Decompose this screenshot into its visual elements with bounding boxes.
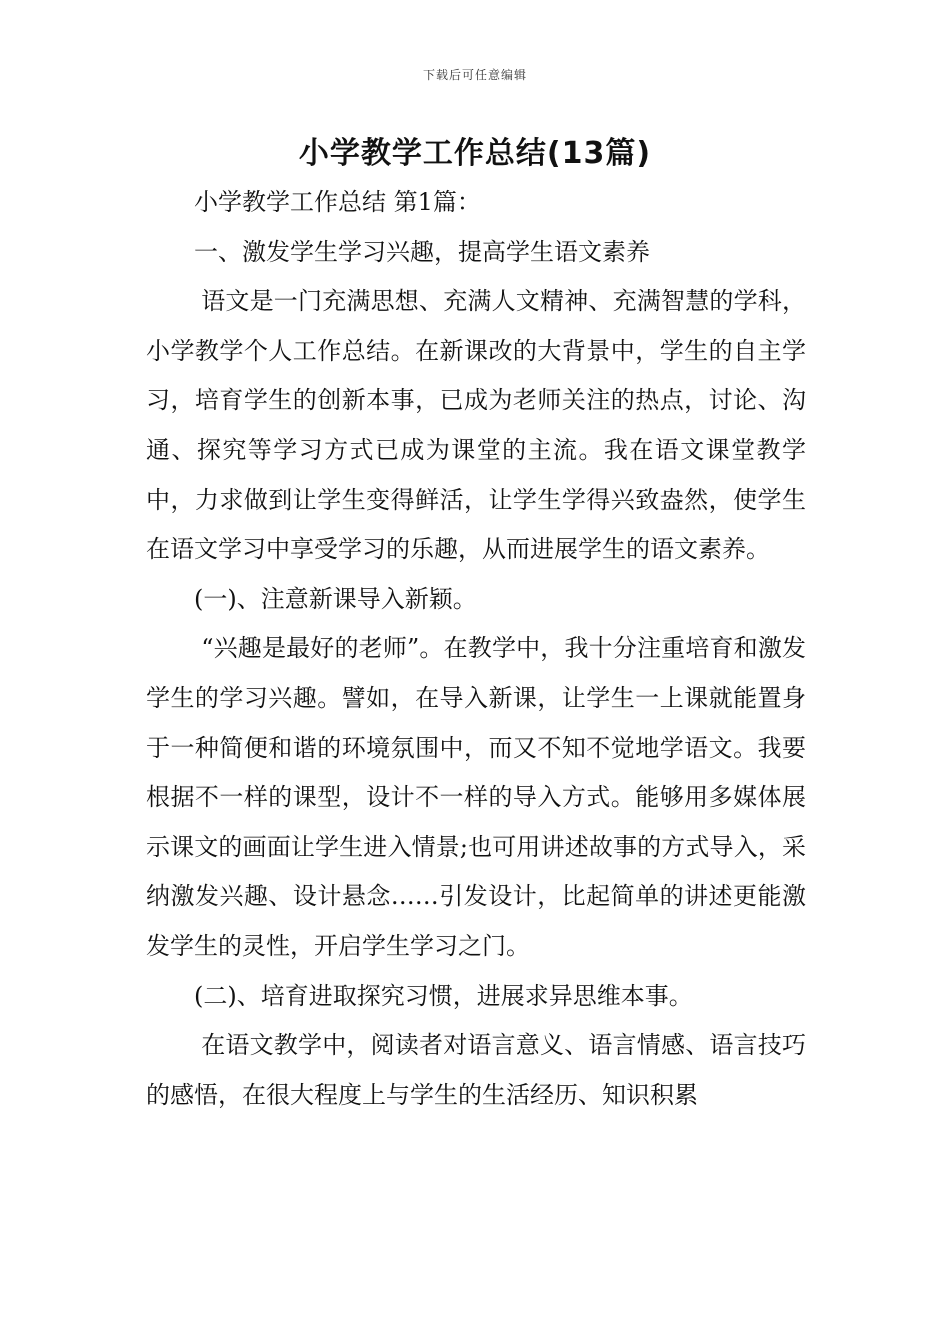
section-heading: 小学教学工作总结 第1篇： — [194, 188, 481, 216]
document-body — [146, 178, 806, 1120]
body-paragraph: “兴趣是最好的老师”。在教学中，我十分注重培育和激发学生的学习兴趣。譬如，在导入新课，让学生一上课就能置身于一种简便和谐的环境氛围中，而又不知不觉地学语文。我要根据不一样的课型，设计不一样的导入方式。能够用多媒体展示课文的画面让学生进入情景;也可用讲述故事的方式导入，采纳激发兴趣、设计悬念……引发设计，比起简单的讲述更能激发学生的灵性，开启学生学习之门。 — [146, 634, 806, 960]
subsection-heading: (二)、培育进取探究习惯，进展求异思维本事。 — [194, 981, 693, 1010]
section-heading: 一、激发学生学习兴趣，提高学生语文素养 — [194, 237, 650, 266]
body-paragraph: 在语文教学中，阅读者对语言意义、语言情感、语言技巧的感悟，在很大程度上与学生的生活经历、知识积累 — [146, 1031, 806, 1109]
header-note: 下载后可任意编辑 — [422, 68, 527, 82]
body-paragraph: 语文是一门充满思想、充满人文精神、充满智慧的学科，小学教学个人工作总结。在新课改的大背景中，学生的自主学习，培育学生的创新本事，已成为老师关注的热点，讨论、沟通、探究等学习方式已成为课堂的主流。我在语文课堂教学中，力求做到让学生变得鲜活，让学生学得兴致盎然，使学生在语文学习中享受学习的乐趣，从而进展学生的语文素养。 — [146, 287, 806, 564]
document-title: 小学教学工作总结(13篇) — [298, 136, 652, 171]
subsection-heading: (一)、注意新课导入新颖。 — [194, 584, 477, 613]
